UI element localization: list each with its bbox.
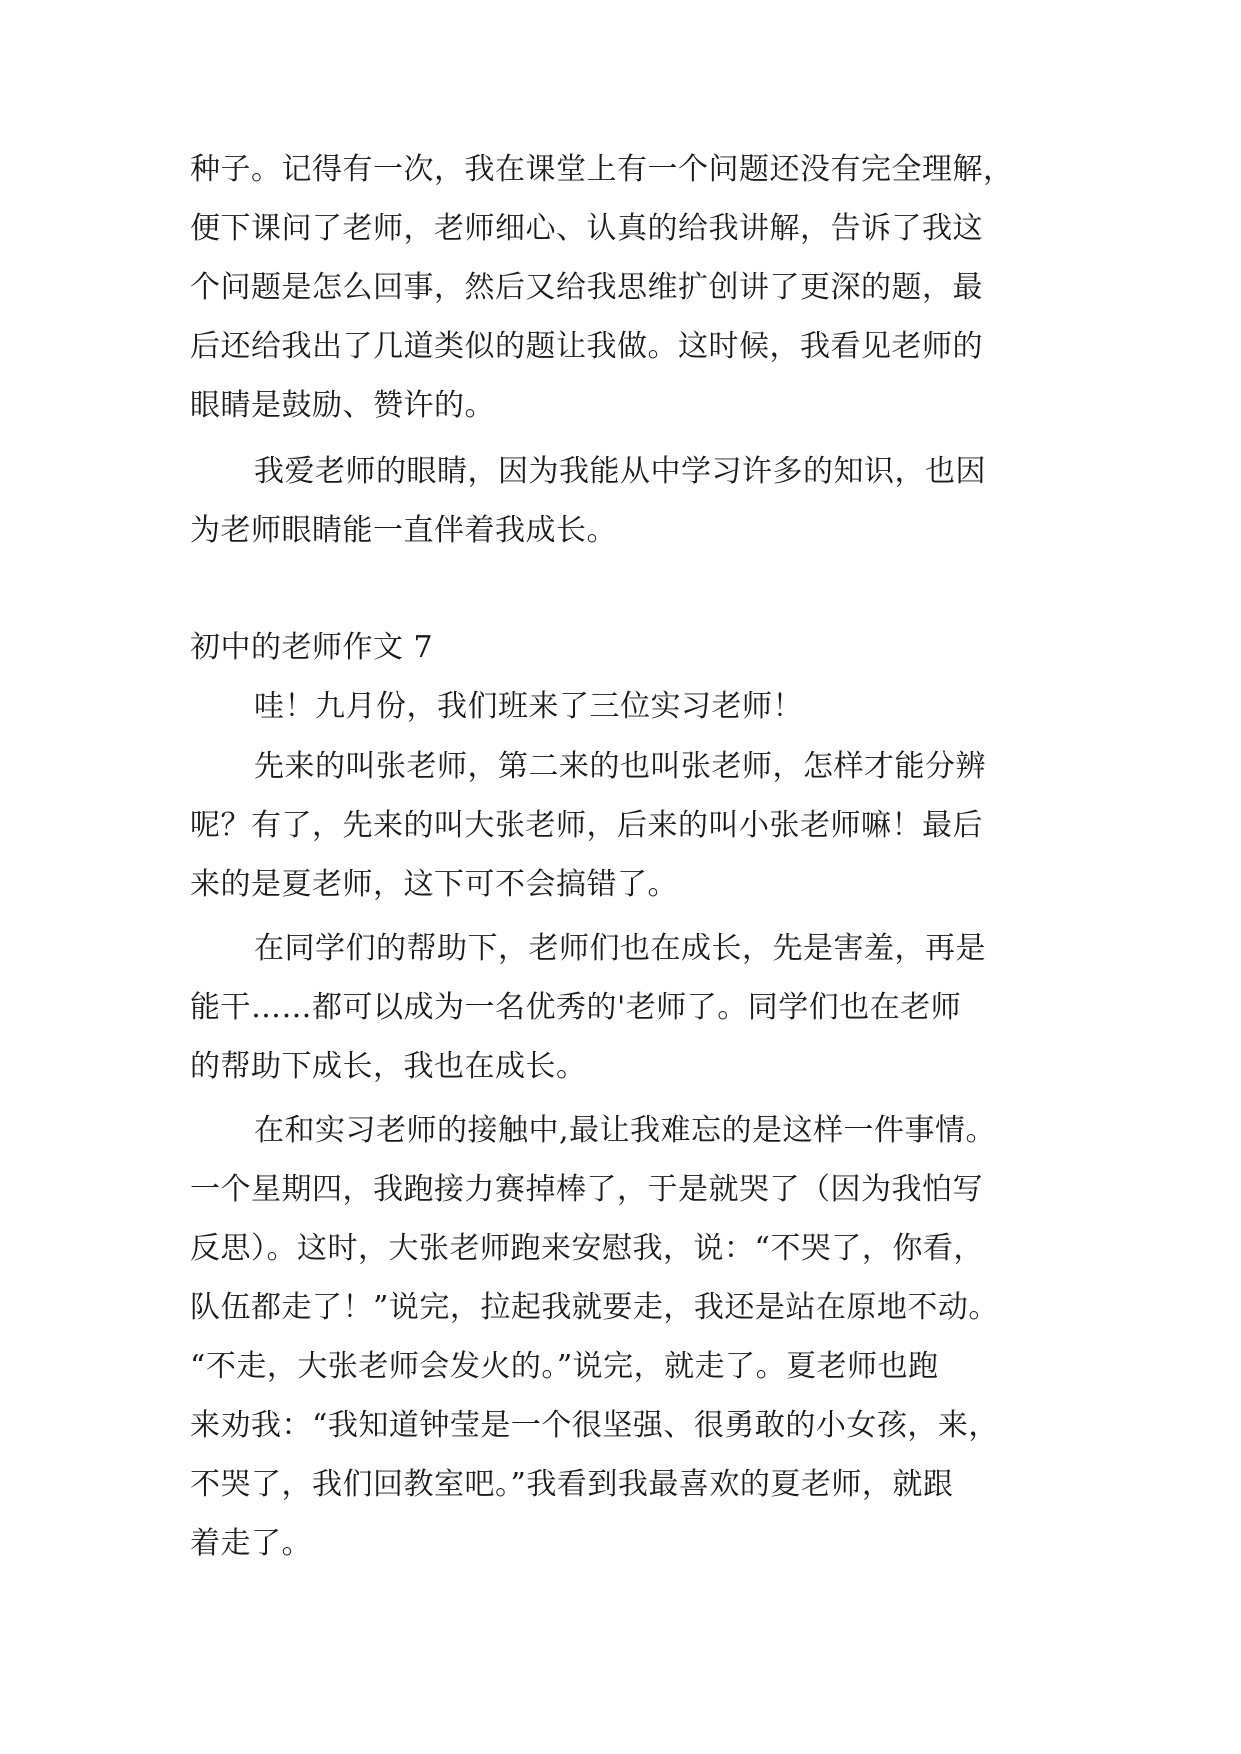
text-line: 能干……都可以成为一名优秀的'老师了。同学们也在老师 [190, 990, 962, 1025]
text-line: 着走了。 [190, 1526, 312, 1561]
section-title: 初中的老师作文 7 [190, 630, 434, 665]
text-line: 来劝我：“我知道钟莹是一个很坚强、很勇敢的小女孩，来， [190, 1408, 999, 1443]
text-line: 种子。记得有一次，我在课堂上有一个问题还没有完全理解， [190, 152, 1014, 187]
text-line: 反思）。这时，大张老师跑来安慰我，说：“不哭了，你看， [190, 1231, 984, 1266]
text-line: 我爱老师的眼睛，因为我能从中学习许多的知识，也因 [254, 454, 986, 489]
text-line: 个问题是怎么回事，然后又给我思维扩创讲了更深的题，最 [190, 270, 983, 305]
text-line: 队伍都走了！”说完，拉起我就要走，我还是站在原地不动。 [190, 1290, 999, 1325]
text-line: 在同学们的帮助下，老师们也在成长，先是害羞，再是 [254, 931, 986, 966]
text-line: 哇！九月份，我们班来了三位实习老师！ [254, 689, 803, 724]
text-line: 后还给我出了几道类似的题让我做。这时候，我看见老师的 [190, 329, 983, 364]
text-line: 呢？有了，先来的叫大张老师，后来的叫小张老师嘛！最后 [190, 808, 983, 843]
text-line: 的帮助下成长，我也在成长。 [190, 1049, 587, 1084]
text-line: 在和实习老师的接触中,最让我难忘的是这样一件事情。 [254, 1113, 997, 1148]
text-line: 一个星期四，我跑接力赛掉棒了，于是就哭了（因为我怕写 [190, 1172, 983, 1207]
text-line: 来的是夏老师，这下可不会搞错了。 [190, 867, 678, 902]
text-line: 便下课问了老师，老师细心、认真的给我讲解，告诉了我这 [190, 211, 983, 246]
text-line: 为老师眼睛能一直伴着我成长。 [190, 513, 617, 548]
text-line: 眼睛是鼓励、赞许的。 [190, 388, 495, 423]
text-line: 不哭了，我们回教室吧。”我看到我最喜欢的夏老师，就跟 [190, 1467, 954, 1502]
text-line: 先来的叫张老师，第二来的也叫张老师，怎样才能分辨 [254, 749, 986, 784]
text-line: “不走，大张老师会发火的。”说完，就走了。夏老师也跑 [190, 1349, 939, 1384]
